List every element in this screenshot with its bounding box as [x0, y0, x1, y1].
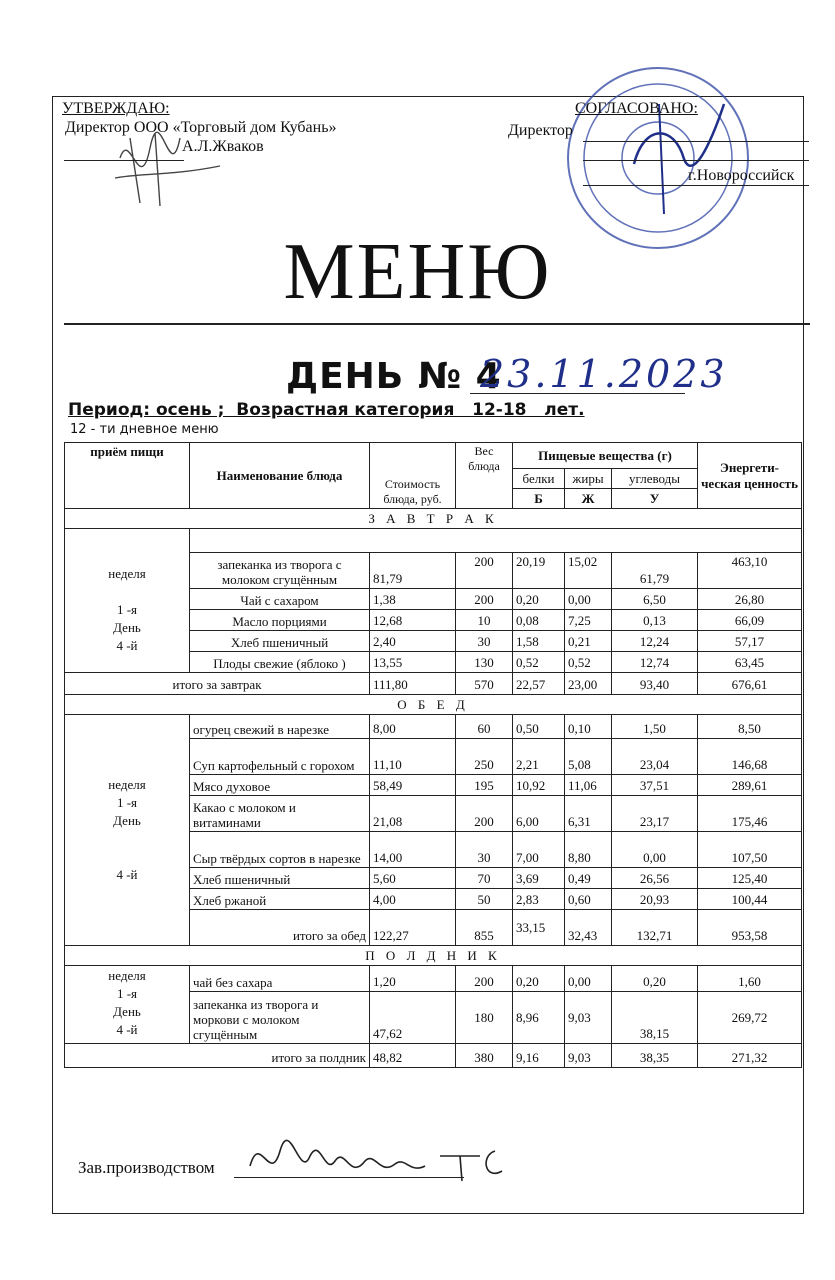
dish-weight: 130: [456, 652, 513, 673]
total-label: итого за завтрак: [65, 673, 370, 695]
snack-total-row: [65, 1044, 802, 1068]
page-title: МЕНЮ: [283, 228, 552, 316]
dish-fats: 0,21: [565, 631, 612, 652]
total-weight: 380: [456, 1044, 513, 1068]
dish-carbs: 0,20: [612, 966, 698, 992]
dish-name: Какао с молоком и витаминами: [190, 796, 370, 832]
breakfast-total-row: [65, 673, 802, 695]
dish-energy: 63,45: [698, 652, 802, 673]
dish-energy: 289,61: [698, 775, 802, 796]
dish-fats: 0,49: [565, 868, 612, 889]
col-fats: жиры: [565, 469, 612, 489]
dish-carbs: 26,56: [612, 868, 698, 889]
day-label: ДЕНЬ № 4: [286, 356, 502, 397]
total-carbs: 38,35: [612, 1044, 698, 1068]
dish-proteins: 10,92: [513, 775, 565, 796]
dish-fats: 0,52: [565, 652, 612, 673]
dish-cost: 5,60: [370, 868, 456, 889]
col-carbs: углеводы: [612, 469, 698, 489]
dish-fats: 0,00: [565, 966, 612, 992]
col-weight: Вес блюда: [456, 443, 513, 509]
menu-table: [64, 442, 802, 1068]
total-weight: 570: [456, 673, 513, 695]
section-breakfast-title: З А В Т Р А К: [65, 509, 802, 529]
dish-energy: 146,68: [698, 739, 802, 775]
dish-cost: 2,40: [370, 631, 456, 652]
dish-cost: 13,55: [370, 652, 456, 673]
dish-carbs: 38,15: [612, 992, 698, 1044]
col-proteins: белки: [513, 469, 565, 489]
dish-energy: 107,50: [698, 832, 802, 868]
dish-cost: 11,10: [370, 739, 456, 775]
dish-energy: 26,80: [698, 589, 802, 610]
dish-fats: 15,02: [565, 553, 612, 589]
dish-cost: 4,00: [370, 889, 456, 910]
total-weight: 855: [456, 910, 513, 946]
dish-name: Сыр твёрдых сортов в нарезке: [190, 832, 370, 868]
dish-fats: 8,80: [565, 832, 612, 868]
total-cost: 48,82: [370, 1044, 456, 1068]
dish-energy: 8,50: [698, 715, 802, 739]
dish-carbs: 12,24: [612, 631, 698, 652]
total-carbs: 93,40: [612, 673, 698, 695]
total-cost: 122,27: [370, 910, 456, 946]
col-energy: Энергети-ческая ценность: [698, 443, 802, 509]
dish-cost: 1,38: [370, 589, 456, 610]
dish-cost: 1,20: [370, 966, 456, 992]
section-lunch-title: О Б Е Д: [65, 695, 802, 715]
col-f-short: Ж: [565, 489, 612, 509]
dish-carbs: 23,04: [612, 739, 698, 775]
dish-fats: 7,25: [565, 610, 612, 631]
dish-weight: 200: [456, 589, 513, 610]
breakfast-period: неделя 1 -я День 4 -й: [65, 529, 190, 673]
dish-name: Хлеб ржаной: [190, 889, 370, 910]
col-cost: Стоимость блюда, руб.: [370, 443, 456, 509]
dish-weight: 200: [456, 966, 513, 992]
dish-cost: 8,00: [370, 715, 456, 739]
dish-fats: 0,60: [565, 889, 612, 910]
dish-cost: 14,00: [370, 832, 456, 868]
dish-carbs: 0,13: [612, 610, 698, 631]
dish-name: Масло порциями: [190, 610, 370, 631]
dish-cost: 21,08: [370, 796, 456, 832]
total-fats: 9,03: [565, 1044, 612, 1068]
dish-proteins: 2,83: [513, 889, 565, 910]
title-divider: [64, 323, 810, 325]
dish-weight: 10: [456, 610, 513, 631]
total-label: итого за полдник: [65, 1044, 370, 1068]
footer-label: Зав.производством: [78, 1158, 215, 1177]
day-date-handwritten: 23.11.2023: [480, 352, 728, 396]
dish-energy: 100,44: [698, 889, 802, 910]
production-head-signature: [240, 1126, 540, 1196]
agree-line-2: [583, 160, 809, 161]
dish-weight: 30: [456, 832, 513, 868]
dish-energy: 463,10: [698, 553, 802, 589]
total-proteins: 33,15: [513, 910, 565, 946]
dish-cost: 81,79: [370, 553, 456, 589]
dish-proteins: 3,69: [513, 868, 565, 889]
dish-name: Чай с сахаром: [190, 589, 370, 610]
dish-energy: 175,46: [698, 796, 802, 832]
dish-name: чай без сахара: [190, 966, 370, 992]
dish-energy: 125,40: [698, 868, 802, 889]
total-carbs: 132,71: [612, 910, 698, 946]
dish-proteins: 2,21: [513, 739, 565, 775]
dish-energy: 269,72: [698, 992, 802, 1044]
dish-proteins: 0,52: [513, 652, 565, 673]
dish-cost: 12,68: [370, 610, 456, 631]
dish-weight: 60: [456, 715, 513, 739]
dish-carbs: 6,50: [612, 589, 698, 610]
dish-weight: 195: [456, 775, 513, 796]
lunch-period: неделя 1 -я День 4 -й: [65, 715, 190, 946]
approve-title: УТВЕРЖДАЮ:: [62, 100, 170, 117]
agree-position: Директор: [508, 122, 573, 139]
total-energy: 676,61: [698, 673, 802, 695]
dish-proteins: 20,19: [513, 553, 565, 589]
agree-city: г.Новороссийск: [688, 167, 795, 184]
dish-name: огурец свежий в нарезке: [190, 715, 370, 739]
table-row: [65, 715, 802, 739]
cycle-note: 12 - ти дневное меню: [70, 422, 219, 437]
approve-position: Директор ООО «Торговый дом Кубань»: [65, 119, 337, 136]
dish-carbs: 23,17: [612, 796, 698, 832]
dish-cost: 58,49: [370, 775, 456, 796]
col-meal: приём пищи: [65, 443, 190, 509]
dish-weight: 70: [456, 868, 513, 889]
total-energy: 953,58: [698, 910, 802, 946]
approve-block: [62, 99, 337, 156]
dish-weight: 50: [456, 889, 513, 910]
dish-energy: 57,17: [698, 631, 802, 652]
dish-proteins: 0,08: [513, 610, 565, 631]
dish-carbs: 12,74: [612, 652, 698, 673]
period-line: Период: осень ; Возрастная категория 12-18 лет.: [68, 400, 585, 420]
dish-fats: 9,03: [565, 992, 612, 1044]
total-proteins: 22,57: [513, 673, 565, 695]
dish-name: запеканка из творога с молоком сгущённым: [190, 553, 370, 589]
col-dish: Наименование блюда: [190, 443, 370, 509]
dish-weight: 250: [456, 739, 513, 775]
dish-name: Плоды свежие (яблоко ): [190, 652, 370, 673]
dish-name: Хлеб пшеничный: [190, 868, 370, 889]
dish-name: Мясо духовое: [190, 775, 370, 796]
agree-line-3: [583, 185, 809, 186]
dish-carbs: 20,93: [612, 889, 698, 910]
dish-energy: 1,60: [698, 966, 802, 992]
dish-proteins: 6,00: [513, 796, 565, 832]
section-snack-title: П О Л Д Н И К: [65, 946, 802, 966]
dish-weight: 30: [456, 631, 513, 652]
dish-proteins: 1,58: [513, 631, 565, 652]
total-proteins: 9,16: [513, 1044, 565, 1068]
dish-proteins: 0,50: [513, 715, 565, 739]
agree-line-1: [583, 141, 809, 142]
dish-carbs: 1,50: [612, 715, 698, 739]
col-c-short: У: [612, 489, 698, 509]
dish-fats: 11,06: [565, 775, 612, 796]
snack-period: неделя 1 -я День 4 -й: [65, 966, 190, 1044]
total-label: итого за обед: [190, 910, 370, 946]
total-cost: 111,80: [370, 673, 456, 695]
total-energy: 271,32: [698, 1044, 802, 1068]
dish-proteins: 8,96: [513, 992, 565, 1044]
dish-carbs: 37,51: [612, 775, 698, 796]
dish-proteins: 0,20: [513, 966, 565, 992]
dish-weight: 200: [456, 796, 513, 832]
dish-proteins: 7,00: [513, 832, 565, 868]
total-fats: 23,00: [565, 673, 612, 695]
agree-title: СОГЛАСОВАНО:: [575, 100, 698, 117]
approve-name: А.Л.Жваков: [182, 138, 264, 155]
dish-carbs: 0,00: [612, 832, 698, 868]
total-fats: 32,43: [565, 910, 612, 946]
dish-carbs: 61,79: [612, 553, 698, 589]
dish-proteins: 0,20: [513, 589, 565, 610]
approve-signature-line: [64, 160, 184, 161]
dish-fats: 6,31: [565, 796, 612, 832]
dish-name: запеканка из творога и моркови с молоком сгущённым: [190, 992, 370, 1044]
day-date-underline: [470, 393, 685, 394]
table-row: [65, 966, 802, 992]
dish-name: Хлеб пшеничный: [190, 631, 370, 652]
dish-name: Суп картофельный с горохом: [190, 739, 370, 775]
dish-energy: 66,09: [698, 610, 802, 631]
organization-stamp: [564, 64, 752, 252]
dish-fats: 5,08: [565, 739, 612, 775]
dish-weight: 200: [456, 553, 513, 589]
dish-cost: 47,62: [370, 992, 456, 1044]
dish-fats: 0,00: [565, 589, 612, 610]
col-nutrients: Пищевые вещества (г): [513, 443, 698, 469]
dish-weight: 180: [456, 992, 513, 1044]
dish-fats: 0,10: [565, 715, 612, 739]
col-p-short: Б: [513, 489, 565, 509]
